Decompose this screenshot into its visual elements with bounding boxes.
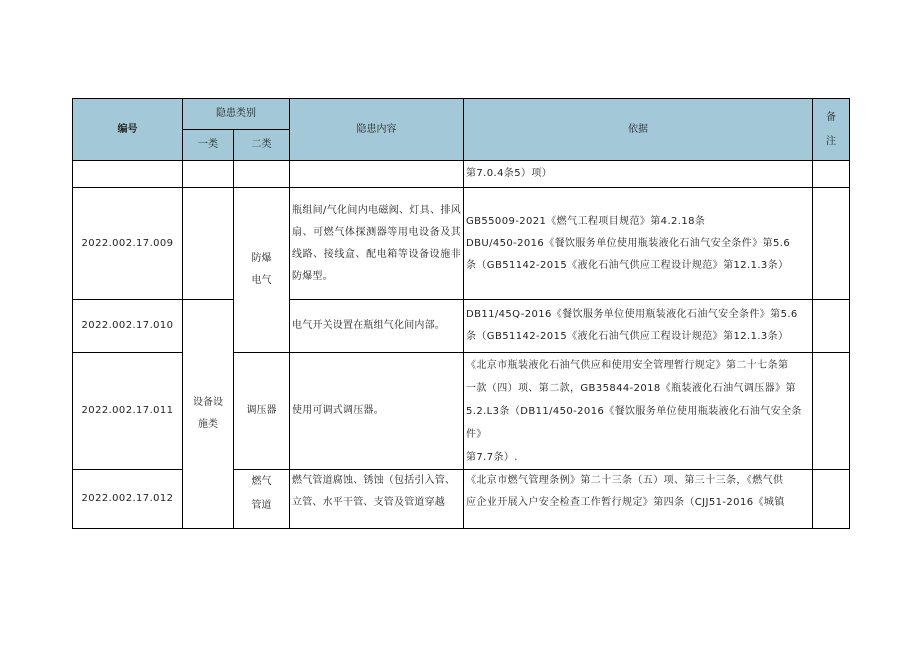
row3-basis-line-4: 第7.7条）. [466, 451, 518, 463]
table-row [73, 300, 850, 353]
row1-basis [464, 188, 813, 300]
row1-note [813, 188, 850, 300]
cat2-explosion-line-2: 电气 [251, 275, 272, 286]
row4-basis-line-2: 应企业开展入户安全检查工作暂行规定》第四条（CJJ51-2016《城镇 [466, 497, 785, 508]
row2-id: 2022.002.17.010 [73, 300, 183, 353]
row0-cat1 [183, 161, 234, 188]
cat1-equipment-line-2: 施类 [198, 419, 218, 430]
row3-note [813, 353, 850, 470]
header-cat2: 二类 [234, 130, 290, 161]
row3-basis-line-2: 一款（四）项、第二款，GB35844-2018《瓶装液化石油气调压器》第 [466, 382, 796, 394]
header-note-char-2: 注 [826, 135, 836, 147]
row2-basis-line-2: 条（GB51142-2015《液化石油气供应工程设计规范》第12.1.3条） [466, 331, 789, 342]
row4-note [813, 470, 850, 529]
cat2-gas-pipe-line-1: 燃气 [251, 476, 272, 487]
row3-basis-line-3: 5.2.L3条（DB11/450-2016《餐饮服务单位使用瓶装液化石油气安全条件》 [466, 405, 802, 440]
row1-basis-line-3: 条（GB51142-2015《液化石油气供应工程设计规范》第12.1.3条） [466, 259, 789, 271]
table-row [73, 161, 850, 188]
header-id: 编号 [73, 99, 183, 161]
row4-id: 2022.002.17.012 [73, 470, 183, 529]
row0-note [813, 161, 850, 188]
cat2-gas-pipe-line-2: 管道 [251, 500, 272, 511]
row4-basis [464, 470, 813, 529]
row4-content-line-2: 立管、水平干管、支管及管道穿越 [292, 497, 445, 508]
row3-basis [464, 353, 813, 470]
row0-cat2 [234, 161, 290, 188]
row1-basis-line-2: DBU/450-2016《餐饮服务单位使用瓶装液化石油气安全条件》第5.6 [466, 237, 791, 249]
row3-id: 2022.002.17.011 [73, 353, 183, 470]
header-note [813, 99, 850, 161]
row4-content-line-1: 燃气管道腐蚀、锈蚀（包括引入管、 [292, 475, 456, 486]
row3-content: 使用可调式调压器。 [290, 353, 464, 470]
row0-id [73, 161, 183, 188]
hazard-table [72, 98, 850, 529]
row1-id: 2022.002.17.009 [73, 188, 183, 300]
row2-basis-line-1: DB11/45Q-2016《餐饮服务单位使用瓶装液化石油气安全条件》第5.6 [466, 309, 798, 320]
row3-basis-line-1: 《北京市瓶装液化石油气供应和使用安全管理暂行规定》第二十七条第 [466, 359, 789, 371]
row4-cat2-gas-pipe [234, 470, 290, 529]
row4-basis-line-1: 《北京市燃气管理条例》第二十三条（五）项、第三十三条，《燃气供 [466, 475, 784, 486]
header-category: 隐患类别 [183, 99, 290, 130]
row1-basis-line-1: GB55009-2021《燃气工程项目规范》第4.2.18条 [466, 215, 706, 227]
row0-basis: 第7.0.4条5）项） [464, 161, 813, 188]
cat1-equipment-line-1: 设备设 [193, 397, 223, 408]
row1-cat2-explosion [234, 188, 290, 353]
row0-content [290, 161, 464, 188]
row2-cat1-equipment [183, 300, 234, 529]
row2-note [813, 300, 850, 353]
row2-content: 电气开关设置在瓶组气化间内部。 [290, 300, 464, 353]
row2-basis [464, 300, 813, 353]
header-basis: 依据 [464, 99, 813, 161]
row4-content [290, 470, 464, 529]
row1-cat1-blank [183, 188, 234, 300]
cat2-explosion-line-1: 防爆 [251, 253, 272, 264]
row3-cat2: 调压器 [234, 353, 290, 470]
header-note-char-1: 备 [826, 111, 836, 123]
row1-content: 瓶组间/气化间内电磁阀、灯具、排风扇、可燃气体探测器等用电设备及其线路、接线盒、配电箱等设备设施非防爆型。 [290, 188, 464, 300]
header-cat1: 一类 [183, 130, 234, 161]
table-row [73, 188, 850, 300]
header-content: 隐患内容 [290, 99, 464, 161]
